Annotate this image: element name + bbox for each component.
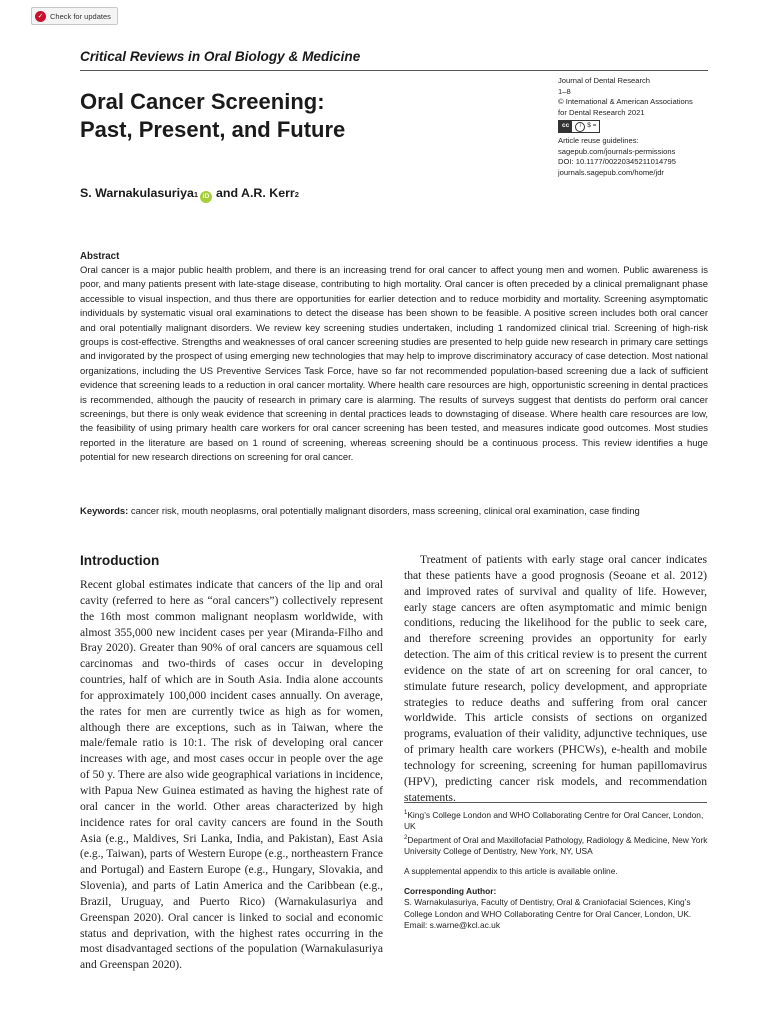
copyright-line: for Dental Research 2021 [558, 107, 645, 117]
creative-commons-license-icon[interactable]: cc i $ = [558, 120, 600, 133]
section-heading: Introduction [80, 553, 160, 568]
corresponding-author-email[interactable]: Email: s.warne@kcl.ac.uk [404, 920, 501, 931]
check-for-updates-label: Check for updates [50, 11, 111, 21]
article-title: Oral Cancer Screening: Past, Present, and Future [80, 89, 346, 142]
body-paragraph: Recent global estimates indicate that cancers of the lip and oral cavity (referred to here as “oral cancers”) collectively represent the 16th most common malignant neoplasm worldwide, with almost 355,000 new incident cases per year (Miranda-Filho and Bray 2020). Greater than 90% of oral cancers are squamous cell carcinomas and two-thirds of cases occur in developing countries, half of which are in South Asia. India alone accounts for approximately 100,000 incident cases annually. On average, the rates for men are currently twice as high as for women, although there are exceptions, such as in Taiwan, where the male/female ratio is 10:1. The risk of developing oral cancer increases with age, and most cases occur in people over the age of 50 y. There are also wide geographical variations in incidence, with Papua New Guinea estimated as having the highest rate of oral cancer in the world. Other areas characterized by high incidence rates for oral cavity cancers are found in the South Asia (e.g., Maldives, Sri Lanka, India, and Pakistan), East Asia (e.g., Taiwan), parts of Western Europe (e.g., northeastern France and Portugal) and Eastern Europe (e.g., Hungary, Slovakia, and Slovenia), and parts of Latin America and the Caribbean (e.g., Brazil, Uruguay, and Puerto Rico) (Warnakulasuriya and Greenspan 2020). Oral cancer is linked to social and economic status and deprivation, with the highest rates occurring in the most disadvantaged sections of the population (Warnakulasuriya and Greenspan 2020). [80, 578, 383, 972]
doi-link[interactable]: DOI: 10.1177/00220345211014795 [558, 157, 676, 166]
affiliation: $^1$King’s College London and WHO Collaborating Centre for Oral Cancer, London, UK [404, 809, 704, 832]
page-range: 1–8 [558, 86, 571, 96]
by-icon: i [575, 122, 585, 132]
keywords-list: cancer risk, mouth neoplasms, oral potentially malignant disorders, mass screening, clinical oral examination, case finding [128, 506, 640, 517]
keywords [80, 506, 720, 517]
author-name: S. Warnakulasuriya [80, 186, 194, 200]
header-divider [80, 70, 708, 71]
update-check-icon: ✓ [35, 11, 46, 22]
corresponding-author-label: Corresponding Author: [404, 885, 497, 896]
orcid-icon[interactable]: iD [200, 191, 212, 203]
journal-home-link[interactable]: journals.sagepub.com/home/jdr [558, 167, 664, 177]
reuse-guidelines-label: Article reuse guidelines: [558, 136, 639, 145]
abstract-heading: Abstract [80, 251, 120, 262]
check-for-updates-button[interactable] [31, 7, 118, 25]
body-paragraph: Treatment of patients with early stage oral cancer indicates that these patients have a good prognosis (Seoane et al. 2012) and improved rates of survival and quality of life. However, early stage cancers are often asymptomatic and mimic benign conditions, reducing the likelihood for the public to seek care, and therefore screening provides an opportunity for early detection. The aim of this critical review is to present the current evidence on the state of art on screening for oral cancer, to stimulate future research, policy development, and appropriate strategies to reduce deaths and suffering from oral cancer worldwide. This article consists of sections on organized programs, evaluation of their validity, adjunctive techniques, use of primary health care workers (PHCWs), e-health and mobile technology for screening, screening for human papillomavirus (HPV), predicting cancer risk models, and recommendation statements. [404, 553, 707, 804]
journal-section-title: Critical Reviews in Oral Biology & Medicine [80, 49, 361, 64]
author-name: and A.R. Kerr [216, 186, 295, 200]
keywords-label: Keywords: [80, 506, 129, 517]
copyright-line: © International & American Associations [558, 97, 693, 106]
footnotes [404, 808, 714, 932]
journal-name: Journal of Dental Research [558, 76, 651, 85]
permissions-link[interactable]: sagepub.com/journals-permissions [558, 146, 676, 156]
author-list: S. Warnakulasuriya 1 iD and A.R. Kerr 2 [80, 186, 299, 202]
abstract-text: Oral cancer is a major public health problem, and there is an increasing trend for oral cancer to affect young men and women. Public awareness is poor, and many patients present with late-stage disease, contributing to high mortality. Oral cancer is often preceded by a clinical premalignant phase accessible to visual inspection, and thus there are opportunities for earlier detection and to reduce morbidity and mortality. Screening asymptomatic individuals by systematic visual oral examinations to detect the disease has been shown to be feasible. A positive screen includes both oral cancer and oral potentially malignant disorders. We review key screening studies undertaken, including 1 randomized clinical trial. Screening of high-risk groups is cost-effective. Strengths and weaknesses of oral cancer screening studies are presented to help guide new research in primary care settings and invigorated by the prospect of using emerging new technologies that may help to improve discriminatory accuracy of case detection. Most national organizations, including the US Preventive Services Task Force, have so far not recommended population-based screening due a lack of sufficient evidence that screening leads to a reduction in oral cancer mortality. Where health care resources are high, opportunistic screening in dental practices is recommended, although the paucity of research in primary care is alarming. The results of surveys suggest that dentists do perform oral cancer screenings, but there is only weak evidence that screening in dental practices leads to downstaging of disease. Where health care resources are low, the feasibility of using primary health care workers for oral cancer screening has been tested, and measures indicate good outcomes. Most studies reported in the literature are based on 1 round of screening, whereas screening should be a continuous process. This review identifies a huge potential for new research directions on screening for oral cancer. [80, 265, 708, 464]
supplement-note: A supplemental appendix to this article is available online. [404, 865, 618, 876]
footnote-divider [404, 802, 707, 803]
journal-metadata [558, 76, 718, 178]
affiliation: $^2$Department of Oral and Maxillofacial Pathology, Radiology & Medicine, New York University College of Dentistry, New York, NY, USA [404, 834, 708, 857]
corresponding-author-address: S. Warnakulasuriya, Faculty of Dentistry, Oral & Craniofacial Sciences, King’s College London and WHO Collaborating Centre for Oral Cancer, London, UK. [404, 897, 692, 919]
